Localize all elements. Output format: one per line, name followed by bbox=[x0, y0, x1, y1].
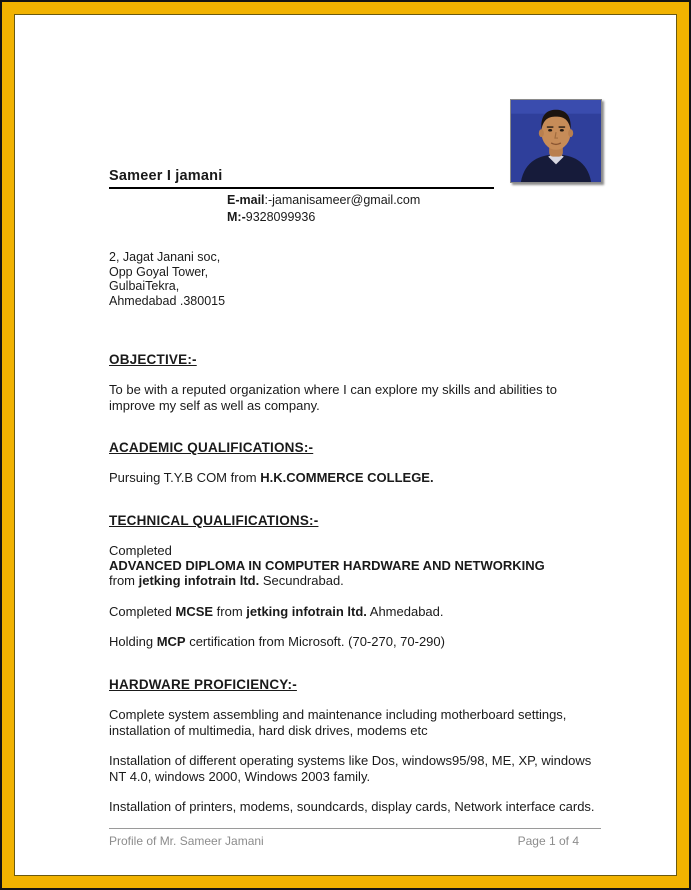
technical-line-completed: Completed bbox=[109, 542, 172, 558]
page-footer bbox=[109, 828, 601, 848]
mobile-line bbox=[227, 209, 603, 226]
address-line-4: Ahmedabad .380015 bbox=[109, 293, 226, 308]
candidate-name: Sameer I jamani bbox=[109, 168, 494, 189]
page-inner bbox=[16, 16, 675, 874]
academic-text bbox=[109, 470, 601, 486]
email-label: E-mail bbox=[227, 193, 265, 207]
mcp-prefix: Holding bbox=[109, 634, 157, 650]
footer-page-number: Page 1 of 4 bbox=[517, 834, 579, 848]
address-line-1: 2, Jagat Janani soc, bbox=[109, 250, 221, 264]
academic-text-college: H.K.COMMERCE COLLEGE. bbox=[260, 470, 434, 486]
mcp-suffix: certification from Microsoft. (70-270, 70-290) bbox=[185, 634, 445, 650]
contact-block bbox=[227, 192, 603, 225]
academic-text-prefix: Pursuing T.Y.B COM from bbox=[109, 470, 261, 486]
technical-mcp-text bbox=[109, 634, 601, 650]
technical-line-diploma: ADVANCED DIPLOMA IN COMPUTER HARDWARE AND NETWORKING bbox=[109, 558, 545, 574]
academic-heading: ACADEMIC QUALIFICATIONS:- bbox=[109, 440, 314, 456]
mobile-label: M:- bbox=[227, 209, 246, 224]
mcse-city: Ahmedabad. bbox=[366, 603, 444, 619]
technical-line-institute bbox=[109, 573, 601, 588]
footer-profile-text: Profile of Mr. Sameer Jamani bbox=[109, 834, 264, 848]
technical-diploma-text bbox=[109, 543, 601, 589]
technical-mcse-text bbox=[109, 604, 601, 620]
mcse-mid: from bbox=[213, 603, 247, 619]
mcse-prefix: Completed bbox=[109, 603, 176, 619]
objective-heading: OBJECTIVE:- bbox=[109, 352, 197, 367]
objective-text: To be with a reputed organization where I can explore my skills and abilities to improve my self as well as company. bbox=[109, 382, 558, 413]
hardware-para-2: Installation of different operating systems like Dos, windows95/98, ME, XP, windows NT 4.0, windows 2000, Windows 2003 family. bbox=[109, 753, 592, 784]
technical-heading: TECHNICAL QUALIFICATIONS:- bbox=[109, 512, 319, 528]
technical-institute-prefix: from bbox=[109, 573, 139, 589]
address-line-3: GulbaiTekra, bbox=[109, 279, 180, 293]
email-value: :-jamanisameer@gmail.com bbox=[264, 193, 421, 207]
address-line-2: Opp Goyal Tower, bbox=[109, 264, 209, 279]
hardware-para-3: Installation of printers, modems, soundcards, display cards, Network interface cards. bbox=[109, 799, 595, 815]
mcp-cert: MCP bbox=[156, 634, 186, 650]
email-line bbox=[227, 192, 603, 209]
document-content bbox=[109, 16, 603, 815]
technical-institute-city: Secundrabad. bbox=[259, 573, 344, 589]
mcse-institute: jetking infotrain ltd. bbox=[246, 603, 367, 619]
technical-institute-name: jetking infotrain ltd. bbox=[138, 573, 260, 589]
mcse-cert: MCSE bbox=[175, 603, 214, 619]
mobile-value: 9328099936 bbox=[245, 209, 316, 224]
address-block bbox=[109, 250, 603, 308]
hardware-heading: HARDWARE PROFICIENCY:- bbox=[109, 676, 297, 692]
hardware-para-1: Complete system assembling and maintenance including motherboard settings, installation of multimedia, hard disk drives, modems etc bbox=[109, 706, 567, 738]
